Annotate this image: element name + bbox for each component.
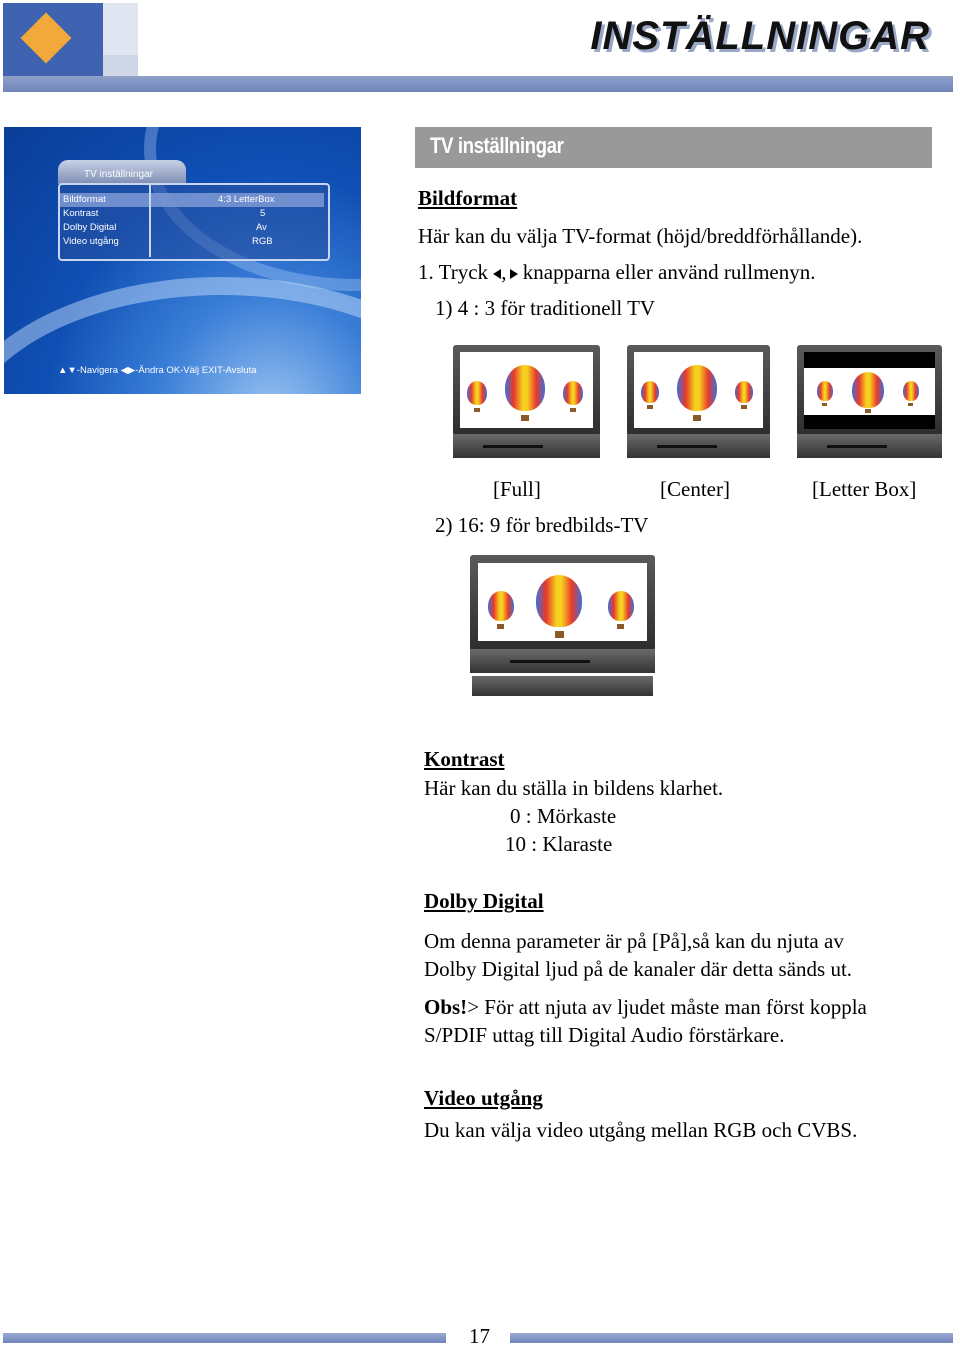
dolby-obs-line2: S/PDIF uttag till Digital Audio förstärkare. bbox=[424, 1023, 785, 1047]
balloon-icon bbox=[852, 372, 884, 408]
menu-row-value: 5 bbox=[260, 208, 266, 219]
left-arrow-icon bbox=[493, 269, 501, 279]
balloon-icon bbox=[536, 575, 582, 627]
kontrast-max: 10 : Klaraste bbox=[505, 832, 613, 856]
balloon-icon bbox=[677, 365, 717, 411]
balloon-icon bbox=[467, 381, 487, 405]
balloon-icon bbox=[735, 381, 753, 403]
bildformat-step: 1. Tryck , knapparna eller använd rullmenyn. bbox=[418, 260, 816, 284]
balloon-icon bbox=[641, 381, 659, 403]
tv-letterbox-illustration bbox=[797, 345, 942, 458]
video-text: Du kan välja video utgång mellan RGB och CVBS. bbox=[424, 1118, 858, 1142]
page-number: 17 bbox=[469, 1324, 490, 1348]
menu-row-label: Dolby Digital bbox=[63, 222, 117, 233]
balloon-icon bbox=[903, 381, 919, 401]
menu-row-value: RGB bbox=[252, 236, 273, 247]
kontrast-heading: Kontrast bbox=[424, 747, 505, 771]
obs-label: Obs! bbox=[424, 995, 468, 1019]
balloon-icon bbox=[608, 591, 634, 621]
dolby-obs: Obs!> För att njuta av ljudet måste man först koppla bbox=[424, 995, 867, 1019]
right-arrow-icon bbox=[510, 269, 518, 279]
menu-row-label: Kontrast bbox=[63, 208, 99, 219]
caption-full: [Full] bbox=[493, 477, 541, 501]
balloon-icon bbox=[817, 381, 833, 401]
tv-menu-screenshot bbox=[4, 127, 361, 394]
tv-center-illustration bbox=[627, 345, 770, 458]
footer-bar-right bbox=[510, 1333, 953, 1343]
dolby-line1: Om denna parameter är på [På],så kan du njuta av bbox=[424, 929, 844, 953]
kontrast-min: 0 : Mörkaste bbox=[510, 804, 617, 828]
menu-row-label: Video utgång bbox=[63, 236, 119, 247]
video-heading: Video utgång bbox=[424, 1086, 543, 1110]
bildformat-intro: Här kan du välja TV-format (höjd/breddförhållande). bbox=[418, 224, 863, 248]
tv-full-illustration bbox=[453, 345, 600, 458]
bildformat-item1: 1) 4 : 3 för traditionell TV bbox=[435, 296, 656, 320]
page-title: INSTÄLLNINGAR bbox=[590, 14, 930, 58]
footer-bar-left bbox=[3, 1333, 446, 1343]
caption-center: [Center] bbox=[660, 477, 730, 501]
menu-row-value: 4:3 LetterBox bbox=[218, 194, 275, 205]
section-title: TV inställningar bbox=[430, 133, 564, 158]
dolby-line2: Dolby Digital ljud på de kanaler där detta sänds ut. bbox=[424, 957, 853, 981]
tv-stand bbox=[472, 676, 653, 696]
tv-widescreen-illustration bbox=[470, 555, 655, 673]
dolby-heading: Dolby Digital bbox=[424, 889, 544, 913]
header-bar bbox=[3, 76, 953, 92]
kontrast-text: Här kan du ställa in bildens klarhet. bbox=[424, 776, 724, 800]
menu-row-value: Av bbox=[256, 222, 267, 233]
balloon-icon bbox=[563, 381, 583, 405]
bildformat-item2: 2) 16: 9 för bredbilds-TV bbox=[435, 513, 649, 537]
balloon-icon bbox=[488, 591, 514, 621]
caption-letterbox: [Letter Box] bbox=[812, 477, 917, 501]
balloon-icon bbox=[505, 365, 545, 411]
bildformat-heading: Bildformat bbox=[418, 186, 518, 210]
menu-footer-hints: ▲▼-Navigera ◀▶-Ändra OK-Välj EXIT-Avsluta bbox=[58, 365, 257, 376]
menu-tab-title: TV inställningar bbox=[84, 169, 153, 180]
menu-row-label: Bildformat bbox=[63, 194, 106, 205]
